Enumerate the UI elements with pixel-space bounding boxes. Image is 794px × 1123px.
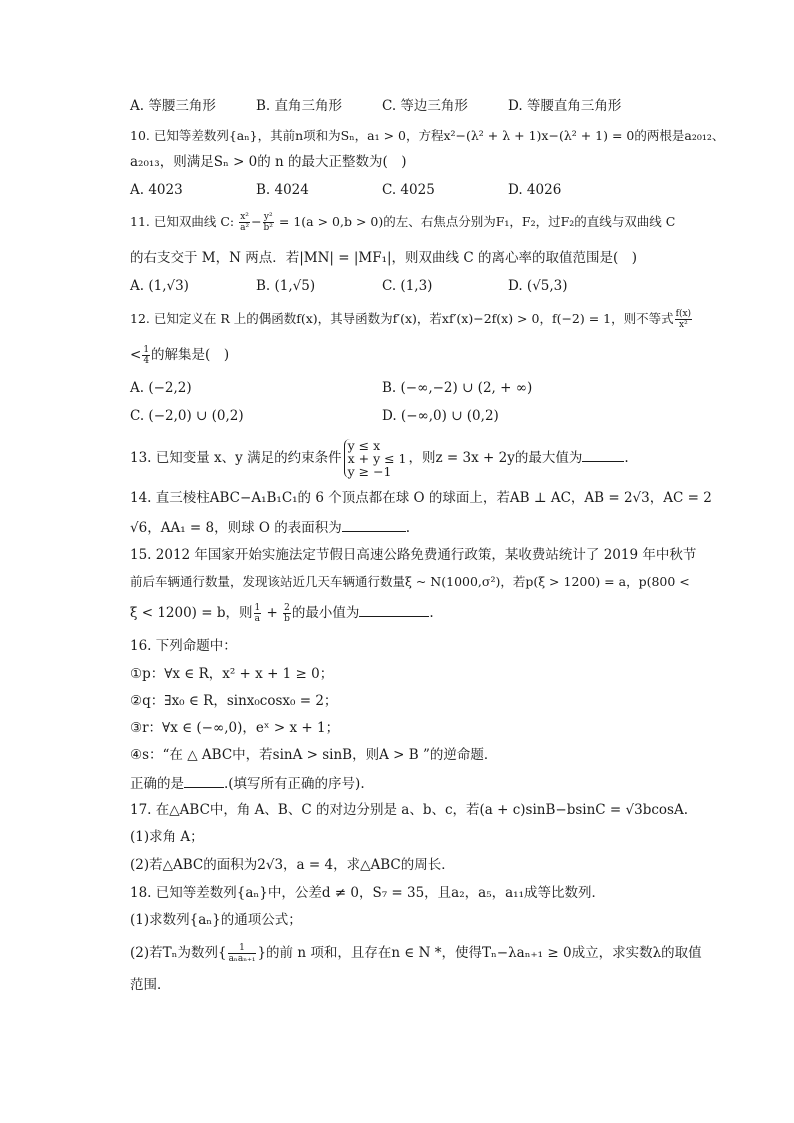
- q12-option-a: A. (−2,2): [130, 380, 192, 396]
- q16-item-2: ②q：∃x₀ ∈ R，sinx₀cosx₀ = 2；: [130, 693, 338, 709]
- q14-stem-line1: 14. 直三棱柱ABC−A₁B₁C₁的 6 个顶点都在球 O 的球面上，若AB ⊥ AC，AB = 2√3，AC = 2: [130, 490, 712, 506]
- q9-option-d: D. 等腰直角三角形: [508, 98, 622, 114]
- q18-part2: (2)若Tₙ为数列{ $\frac{1}{\text{aₙaₙ₊₁}}$ }的前 n 项和，且存在n ∈ N *，使得Tₙ−λaₙ₊₁ ≥ 0成立，求实数λ的取值: [130, 943, 702, 964]
- q10-stem-line2: a₂₀₁₃，则满足Sₙ > 0的 n 的最大正整数为( ): [130, 154, 407, 170]
- q11-option-c: C. (1,3): [382, 278, 433, 294]
- q15-frac-1a: $\frac{1}{a}$: [254, 603, 261, 624]
- q11-frac-x: $\frac{\text{x²}}{\text{a²}}$: [240, 212, 250, 233]
- q17-part1: (1)求角 A；: [130, 829, 204, 845]
- q11-option-b: B. (1,√5): [256, 278, 316, 294]
- q11-post: = 1(a > 0,b > 0)的左、右焦点分别为F₁，F₂，过F₂的直线与双曲线 C: [274, 214, 676, 229]
- q13-pre: 13. 已知变量 x、y 满足的约束条件: [130, 450, 342, 466]
- q18-part1: (1)求数列{aₙ}的通项公式；: [130, 912, 302, 928]
- q17-part2: (2)若△ABC的面积为2√3，a = 4，求△ABC的周长．: [130, 857, 455, 873]
- q17-stem: 17. 在△ABC中，角 A、B、C 的对边分别是 a、b、c，若(a + c)sinB−bsinC = √3bcosA.: [130, 802, 689, 818]
- q9-option-b: B. 直角三角形: [256, 98, 343, 114]
- q13-answer-blank[interactable]: [582, 447, 624, 462]
- q14-stem-line2: √6，AA₁ = 8，则球 O 的表面积为 .: [130, 517, 690, 537]
- q16-title: 16. 下列命题中：: [130, 638, 237, 654]
- q12-frac: $\frac{f(x)}{\text{x²}}$: [675, 309, 692, 330]
- q15-stem-line2: 前后车辆通行数量，发现该站近几天车辆通行数量ξ ~ N(1000,σ²)，若p(ξ > 1200) = a，p(800 <: [130, 574, 690, 589]
- q11-stem-line2: 的右支交于 M，N 两点．若|MN| = |MF₁|，则双曲线 C 的离心率的取值范围是( ): [130, 250, 637, 266]
- q11-option-d: D. (√5,3): [508, 278, 568, 294]
- q13-stem: 13. 已知变量 x、y 满足的约束条件 y ≤ x x + y ≤ 1 y ≥ −1 ，则z = 3x + 2y的最大值为 .: [130, 438, 629, 479]
- q12-option-b: B. (−∞,−2) ∪ (2, + ∞): [382, 380, 533, 396]
- q11-option-a: A. (1,√3): [130, 278, 189, 294]
- q18-stem: 18. 已知等差数列{aₙ}中，公差d ≠ 0，S₇ = 35，且a₂，a₅，a₁₁成等比数列．: [130, 885, 605, 901]
- q16-item-1: ①p：∀x ∈ R，x² + x + 1 ≥ 0；: [130, 666, 334, 682]
- q12-stem-line1: [130, 309, 690, 330]
- q12-frac-quarter: $\frac{1}{4}$: [143, 345, 150, 366]
- q10-stem-line1: 10. 已知等差数列{aₙ}，其前n项和为Sₙ，a₁ > 0，方程x²−(λ² + λ + 1)x−(λ² + 1) = 0的两根是a₂₀₁₂、: [130, 128, 725, 143]
- q12-option-c: C. (−2,0) ∪ (0,2): [130, 408, 244, 424]
- q13-constraint-system: y ≤ x x + y ≤ 1 y ≥ −1: [344, 439, 407, 478]
- q13-post: ，则z = 3x + 2y的最大值为: [408, 450, 583, 466]
- q15-answer-blank[interactable]: [359, 602, 429, 617]
- q18-frac: $\frac{1}{\text{aₙaₙ₊₁}}$: [228, 943, 256, 964]
- q11-frac-y: $\frac{\text{y²}}{\text{b²}}$: [263, 212, 273, 233]
- q15-stem-line1: 15. 2012 年国家开始实施法定节假日高速公路免费通行政策，某收费站统计了 2019 年中秋节: [130, 547, 697, 563]
- q9-option-a: A. 等腰三角形: [130, 98, 216, 114]
- q10-option-a: A. 4023: [130, 182, 183, 198]
- q16-answer-line: 正确的是 .(填写所有正确的序号).: [130, 773, 690, 793]
- q12-pre: 12. 已知定义在 R 上的偶函数f(x)，其导函数为f′(x)，若xf′(x)−2f(x) > 0，f(−2) = 1，则不等式: [130, 311, 674, 326]
- q15-frac-2b: $\frac{2}{b}$: [284, 603, 290, 624]
- q16-answer-blank[interactable]: [184, 773, 224, 788]
- q16-item-4: ④s：“在 △ ABC中，若sinA > sinB，则A > B ”的逆命题．: [130, 747, 498, 763]
- q11-stem-line1: 11. 已知双曲线 C: $\frac{\text{x²}}{\text{a²}}$ − $\frac{\text{y²}}{\text{b²}}$ = 1(a > 0,b > 0)的左、右焦点分别为F₁，F₂，过F₂的直线与双曲线 C: [130, 212, 676, 233]
- q14-answer-blank[interactable]: [342, 517, 406, 532]
- q12-option-d: D. (−∞,0) ∪ (0,2): [382, 408, 499, 424]
- q12-stem-line2: < $\frac{1}{4}$ 的解集是( ): [130, 345, 230, 366]
- q10-option-c: C. 4025: [382, 182, 435, 198]
- q10-option-b: B. 4024: [256, 182, 309, 198]
- q18-part2-line2: 范围．: [130, 977, 171, 993]
- q15-stem-line3: ξ < 1200) = b，则 $\frac{1}{a}$ + $\frac{2}{b}$ 的最小值为 .: [130, 603, 434, 624]
- q11-pre: 11. 已知双曲线 C:: [130, 214, 239, 229]
- q10-option-d: D. 4026: [508, 182, 562, 198]
- q16-item-3: ③r：∀x ∈ (−∞,0)，eˣ > x + 1；: [130, 720, 340, 736]
- q9-option-c: C. 等边三角形: [382, 98, 468, 114]
